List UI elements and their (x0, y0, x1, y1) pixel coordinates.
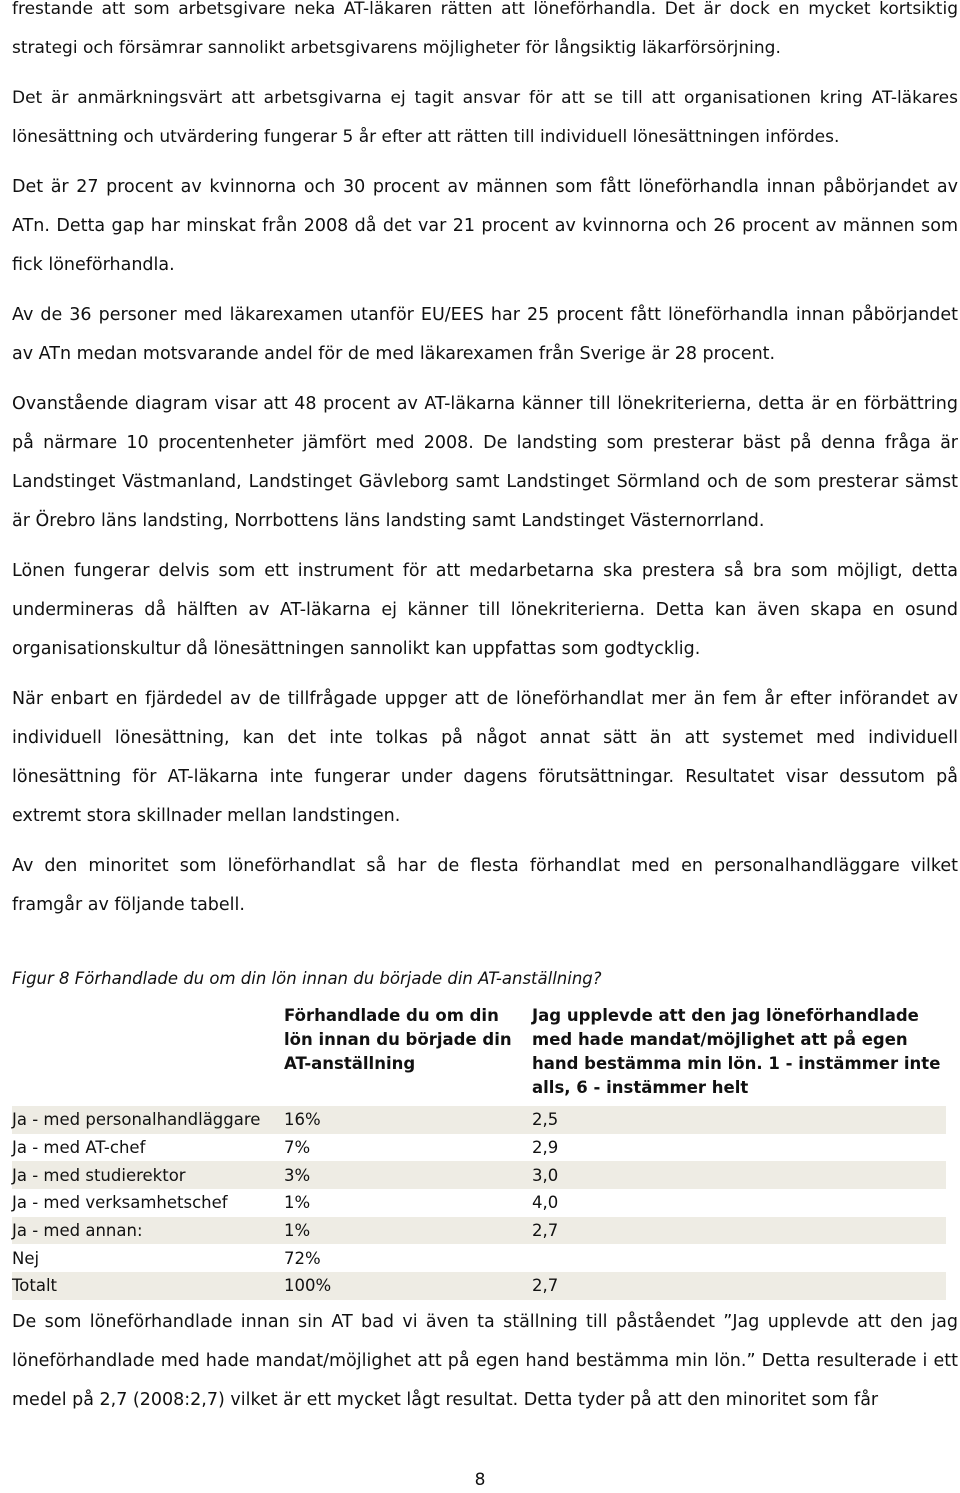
table-row (12, 1161, 946, 1189)
row-score: 2,7 (532, 1272, 946, 1300)
row-label: Ja - med annan: (12, 1217, 284, 1245)
row-score: 2,9 (532, 1138, 559, 1158)
paragraph-6: Lönen fungerar delvis som ett instrument för att medarbetarna ska prestera så bra som möjligt, detta undermineras då hälften av AT-läkarna ej känner till lönekriterierna. Detta kan även skapa en osund organisationskultur då lönesättningen sannolikt kan uppfattas som godtycklig. (12, 561, 958, 659)
table-row (12, 1244, 946, 1272)
figure-caption: Figur 8 Förhandlade du om din lön innan du började din AT-anställning? (12, 969, 602, 988)
paragraph-5: Ovanstående diagram visar att 48 procent av AT-läkarna känner till lönekriterierna, detta är en förbättring på närmare 10 procentenheter jämfört med 2008. De landsting som presterar bäst på denna fråga är Landstinget Västmanland, Landstinget Gävleborg samt Landstinget Sörmland och de som presterar sämst är Örebro läns landsting, Norrbottens läns landsting samt Landstinget Västernorrland. (12, 394, 958, 531)
table-row (12, 1272, 946, 1300)
paragraph-2: Det är anmärkningsvärt att arbetsgivarna ej tagit ansvar för att se till att organisationen kring AT-läkares lönesättning och utvärdering fungerar 5 år efter att rätten till individuell lönesättningen infördes. (12, 88, 958, 147)
page-number: 8 (474, 1470, 486, 1490)
paragraph-7: När enbart en fjärdedel av de tillfrågade uppger att de löneförhandlat mer än fem år efter införandet av individuell lönesättning, kan det inte tolkas på något annat sätt än att systemet med individuell lönesättning för AT-läkarna inte fungerar under dagens förutsättningar. Resultatet visar dessutom på extremt stora skillnader mellan landstingen. (12, 689, 958, 826)
row-label: Nej (12, 1248, 40, 1268)
table-row (12, 1217, 946, 1245)
row-score: 2,7 (532, 1217, 946, 1245)
row-percent: 1% (284, 1217, 532, 1245)
table-row (12, 1189, 946, 1217)
row-percent: 3% (284, 1161, 532, 1189)
table-row (12, 1106, 946, 1134)
row-score (532, 1244, 946, 1272)
paragraph-9: De som löneförhandlade innan sin AT bad vi även ta ställning till påståendet ”Jag upplevde att den jag löneförhandlade med hade mandat/möjlighet att på egen hand bestämma min lön.” Detta resulterade i ett medel på 2,7 (2008:2,7) vilket är ett mycket lågt resultat. Detta tyder på att den minoritet som får (12, 1312, 958, 1410)
closing-section (12, 1303, 958, 1420)
paragraph-4: Av de 36 personer med läkarexamen utanför EU/EES har 25 procent fått löneförhandla innan påbörjandet av ATn medan motsvarande andel för de med läkarexamen från Sverige är 28 procent. (12, 305, 958, 364)
table-row (12, 1134, 946, 1162)
row-percent: 72% (284, 1248, 321, 1268)
table-header-negotiated: Förhandlade du om din lön innan du började din AT-anställning (284, 1006, 512, 1073)
negotiation-table (12, 1004, 946, 1300)
paragraph-8: Av den minoritet som löneförhandlat så har de flesta förhandlat med en personalhandläggare vilket framgår av följande tabell. (12, 856, 958, 915)
row-label: Ja - med personalhandläggare (12, 1106, 284, 1134)
paragraph-1: frestande att som arbetsgivare neka AT-läkaren rätten att löneförhandla. Det är dock en mycket kortsiktig strategi och försämrar sannolikt arbetsgivarens möjligheter för långsiktig läkarförsörjning. (12, 0, 958, 58)
row-label: Ja - med AT-chef (12, 1138, 146, 1158)
table-header-label (12, 1004, 284, 1106)
row-percent: 1% (284, 1193, 311, 1213)
row-score: 4,0 (532, 1193, 559, 1213)
row-percent: 7% (284, 1138, 311, 1158)
row-percent: 16% (284, 1106, 532, 1134)
table-header-mandate-score: Jag upplevde att den jag löneförhandlade med hade mandat/möjlighet att på egen hand bestämma min lön. 1 - instämmer inte alls, 6 - instämmer helt (532, 1006, 941, 1097)
row-label: Ja - med verksamhetschef (12, 1193, 228, 1213)
row-score: 2,5 (532, 1106, 946, 1134)
document-page (12, 0, 958, 1410)
row-percent: 100% (284, 1272, 532, 1300)
row-score: 3,0 (532, 1161, 946, 1189)
row-label: Totalt (12, 1272, 284, 1300)
row-label: Ja - med studierektor (12, 1161, 284, 1189)
table-header-row (12, 1004, 946, 1106)
paragraph-3: Det är 27 procent av kvinnorna och 30 procent av männen som fått löneförhandla innan påbörjandet av ATn. Detta gap har minskat från 2008 då det var 21 procent av kvinnorna och 26 procent av männen som fick löneförhandla. (12, 177, 958, 275)
